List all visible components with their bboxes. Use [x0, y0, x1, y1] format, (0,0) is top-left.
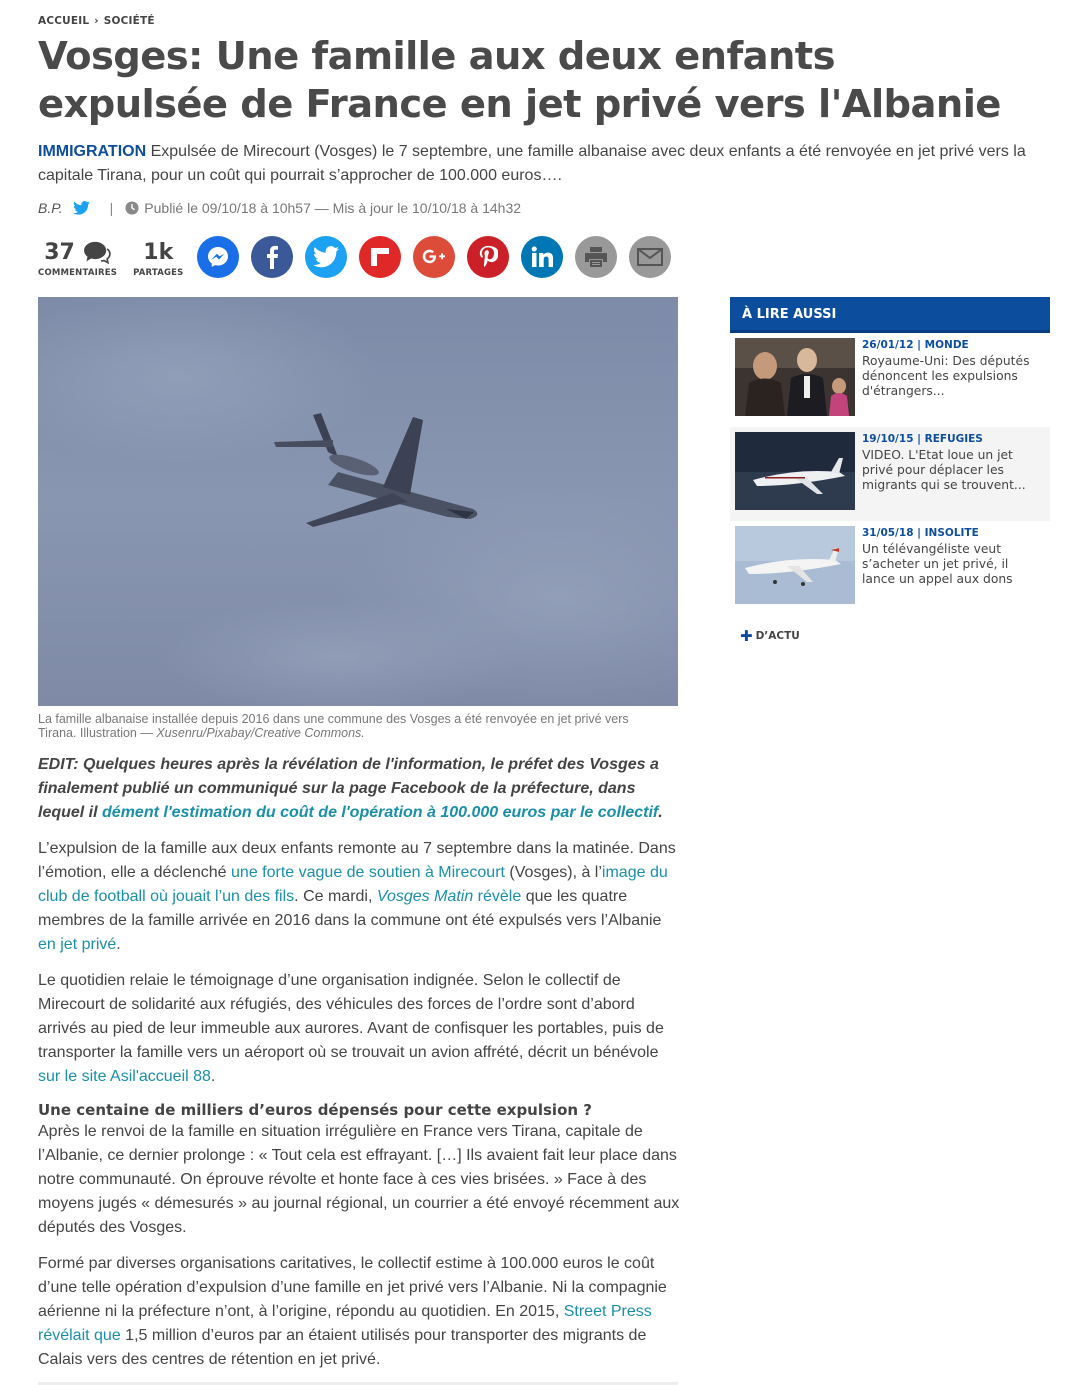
related-thumbnail[interactable]: [735, 526, 855, 604]
edit-note: [38, 753, 683, 825]
caption-text: La famille albanaise installée depuis 2016 dans une commune des Vosges a été renvoyée en jet privé vers Tirana. Illustration —: [38, 712, 629, 740]
p4-text-b: 1,5 million d’euros par an étaient utilisés pour transporter des migrants de Calais vers des centres de rétention en jet privé.: [38, 1327, 647, 1368]
linkedin-icon: [531, 246, 553, 268]
share-twitter-button[interactable]: [305, 236, 347, 278]
google-plus-icon: [421, 248, 447, 266]
comments-count: 37: [44, 240, 75, 265]
comments-label: COMMENTAIRES: [38, 268, 118, 278]
breadcrumb-home[interactable]: ACCUEIL: [38, 15, 90, 27]
lede-text: Expulsée de Mirecourt (Vosges) le 7 septembre, une famille albanaise avec deux enfants a été renvoyée en jet privé vers la capitale Tirana, pour un coût qui pourrait s’approcher de 100.000 euros….: [38, 143, 1026, 184]
share-facebook-button[interactable]: [251, 236, 293, 278]
related-title[interactable]: Un télévangéliste veut s’acheter un jet privé, il lance un appel aux dons: [862, 542, 1013, 586]
publish-dates: Publié le 09/10/18 à 10h57 — Mis à jour le 10/10/18 à 14h32: [144, 200, 522, 216]
p1-text-b: (Vosges), à l’: [509, 864, 602, 881]
jet-photo-illustration: [38, 297, 678, 706]
jet-photo-thumb: [735, 432, 855, 510]
link-image[interactable]: image: [601, 864, 646, 881]
related-meta: 31/05/18 | INSOLITE: [862, 527, 979, 539]
print-icon: [584, 246, 608, 268]
shares-label: PARTAGES: [133, 268, 184, 278]
breadcrumb: [38, 15, 155, 27]
email-button[interactable]: [629, 236, 671, 278]
share-google-plus-button[interactable]: [413, 236, 455, 278]
byline: [38, 200, 521, 216]
p2-text-a: Le quotidien relaie le témoignage d’une organisation indignée. Selon le collectif de Mirecourt de solidarité aux réfugiés, des véhicules des forces de l’ordre sont d’abord arrivés au pied de leur immeuble aux aurores. Avant de confisquer les portables, puis de transporter la famille vers un aéroport où se trouvait un avion affrété, décrit un bénévole: [38, 972, 664, 1061]
messenger-icon: [206, 245, 230, 269]
link-revele[interactable]: révèle: [477, 888, 522, 905]
paragraph-1: [38, 837, 683, 957]
link-jet-prive[interactable]: en jet privé: [38, 936, 117, 953]
byline-divider: |: [109, 200, 114, 216]
shares-count-block: [133, 236, 183, 278]
p1-text-d: que les quatre membres de la famille arrivée en 2016 dans la commune ont été expulsés vers l’Albanie: [38, 888, 662, 929]
facebook-icon: [261, 245, 283, 269]
pinterest-icon: [478, 245, 498, 269]
shares-count: 1k: [143, 240, 174, 265]
link-soutien[interactable]: une forte vague de soutien à Mirecourt: [231, 864, 505, 881]
breadcrumb-separator: ›: [94, 15, 99, 27]
clock-icon: [125, 201, 139, 215]
plus-icon: ✚: [740, 627, 753, 645]
author-name: B.P.: [38, 200, 63, 216]
related-thumbnail[interactable]: [735, 338, 855, 416]
comments-count-block[interactable]: [38, 236, 117, 278]
more-news-label: D’ACTU: [755, 630, 800, 642]
comments-icon: [83, 241, 111, 265]
paragraph-4: [38, 1252, 683, 1372]
edit-end: .: [658, 804, 663, 821]
paragraph-2: [38, 969, 683, 1089]
engagement-counts: [38, 236, 183, 278]
share-buttons: [197, 236, 671, 278]
section-subhead: Une centaine de milliers d’euros dépensés pour cette expulsion ?: [38, 1101, 592, 1119]
related-item[interactable]: [730, 333, 1050, 427]
breadcrumb-section[interactable]: SOCIÉTÉ: [103, 15, 155, 27]
sidebar-heading: À LIRE AUSSI: [730, 297, 1050, 333]
p1-text-e: .: [116, 936, 121, 953]
more-news-link[interactable]: [740, 627, 1050, 645]
share-pinterest-button[interactable]: [467, 236, 509, 278]
related-thumbnail[interactable]: [735, 432, 855, 510]
caption-credit: Xusenru/Pixabay/Creative Commons.: [156, 726, 365, 740]
related-item[interactable]: [730, 521, 1050, 615]
link-vosges-matin[interactable]: Vosges Matin: [376, 888, 474, 905]
edit-intro: EDIT: Quelques heures après la révélation de l'information, le préfet des Vosges a finalement publié un communiqué sur la page Facebook de la préfecture, dans lequel il: [38, 756, 659, 821]
edit-link[interactable]: dément l'estimation du coût de l'opération à 100.000 euros par le collectif: [102, 804, 659, 821]
twitter-share-icon: [313, 246, 339, 268]
print-button[interactable]: [575, 236, 617, 278]
people-photo-thumb: [735, 338, 855, 416]
link-street-press[interactable]: Street Press révélait que: [38, 1303, 652, 1344]
p2-text-b: .: [210, 1068, 216, 1085]
p4-text-a: Formé par diverses organisations caritatives, le collectif estime à 100.000 euros le coût d’une telle opération d’expulsion d’une famille en jet privé vers l’Albanie. Ni la compagnie aérienne ni la préfecture n’ont, à l’origine, répondu au quotidien. En 2015,: [38, 1255, 667, 1320]
share-linkedin-button[interactable]: [521, 236, 563, 278]
share-flipboard-button[interactable]: [359, 236, 401, 278]
twitter-icon[interactable]: [73, 201, 90, 215]
flipboard-icon: [369, 246, 391, 268]
related-meta: 19/10/15 | REFUGIES: [862, 433, 983, 445]
link-club-football[interactable]: du club de football où jouait l’un des fils: [38, 864, 668, 905]
related-title[interactable]: Royaume-Uni: Des députés dénoncent les expulsions d'étrangers...: [862, 354, 1030, 398]
p1-text-a: L’expulsion de la famille aux deux enfants remonte au 7 septembre dans la matinée. Dans l’émotion, elle a déclenché: [38, 840, 676, 881]
paragraph-3: Après le renvoi de la famille en situation irrégulière en France vers Tirana, capitale de l’Albanie, ce dernier prolonge : « Tout cela est effrayant. […] Ils avaient fait leur place dans notre communauté. On éprouve révolte et honte face à ces vies brisées. » Face à des moyens jugés « démesurés » au journal régional, un courrier a été envoyé récemment aux députés des Vosges.: [38, 1123, 680, 1236]
share-messenger-button[interactable]: [197, 236, 239, 278]
jet-sky-thumb: [735, 526, 855, 604]
related-sidebar: [730, 297, 1050, 645]
page-title: Vosges: Une famille aux deux enfants expulsée de France en jet privé vers l'Albanie: [38, 34, 1001, 127]
p1-text-c: . Ce mardi,: [294, 888, 373, 905]
photo-caption: [38, 712, 668, 740]
link-asil-accueil[interactable]: sur le site Asil'accueil 88: [38, 1068, 211, 1085]
category-link[interactable]: IMMIGRATION: [38, 143, 147, 160]
article-lede: [38, 140, 1038, 188]
related-item[interactable]: [730, 427, 1050, 521]
related-meta: 26/01/12 | MONDE: [862, 339, 969, 351]
related-title[interactable]: VIDEO. L'Etat loue un jet privé pour déplacer les migrants qui se trouvent...: [862, 448, 1026, 492]
email-icon: [637, 248, 663, 266]
article-photo: [38, 297, 678, 706]
